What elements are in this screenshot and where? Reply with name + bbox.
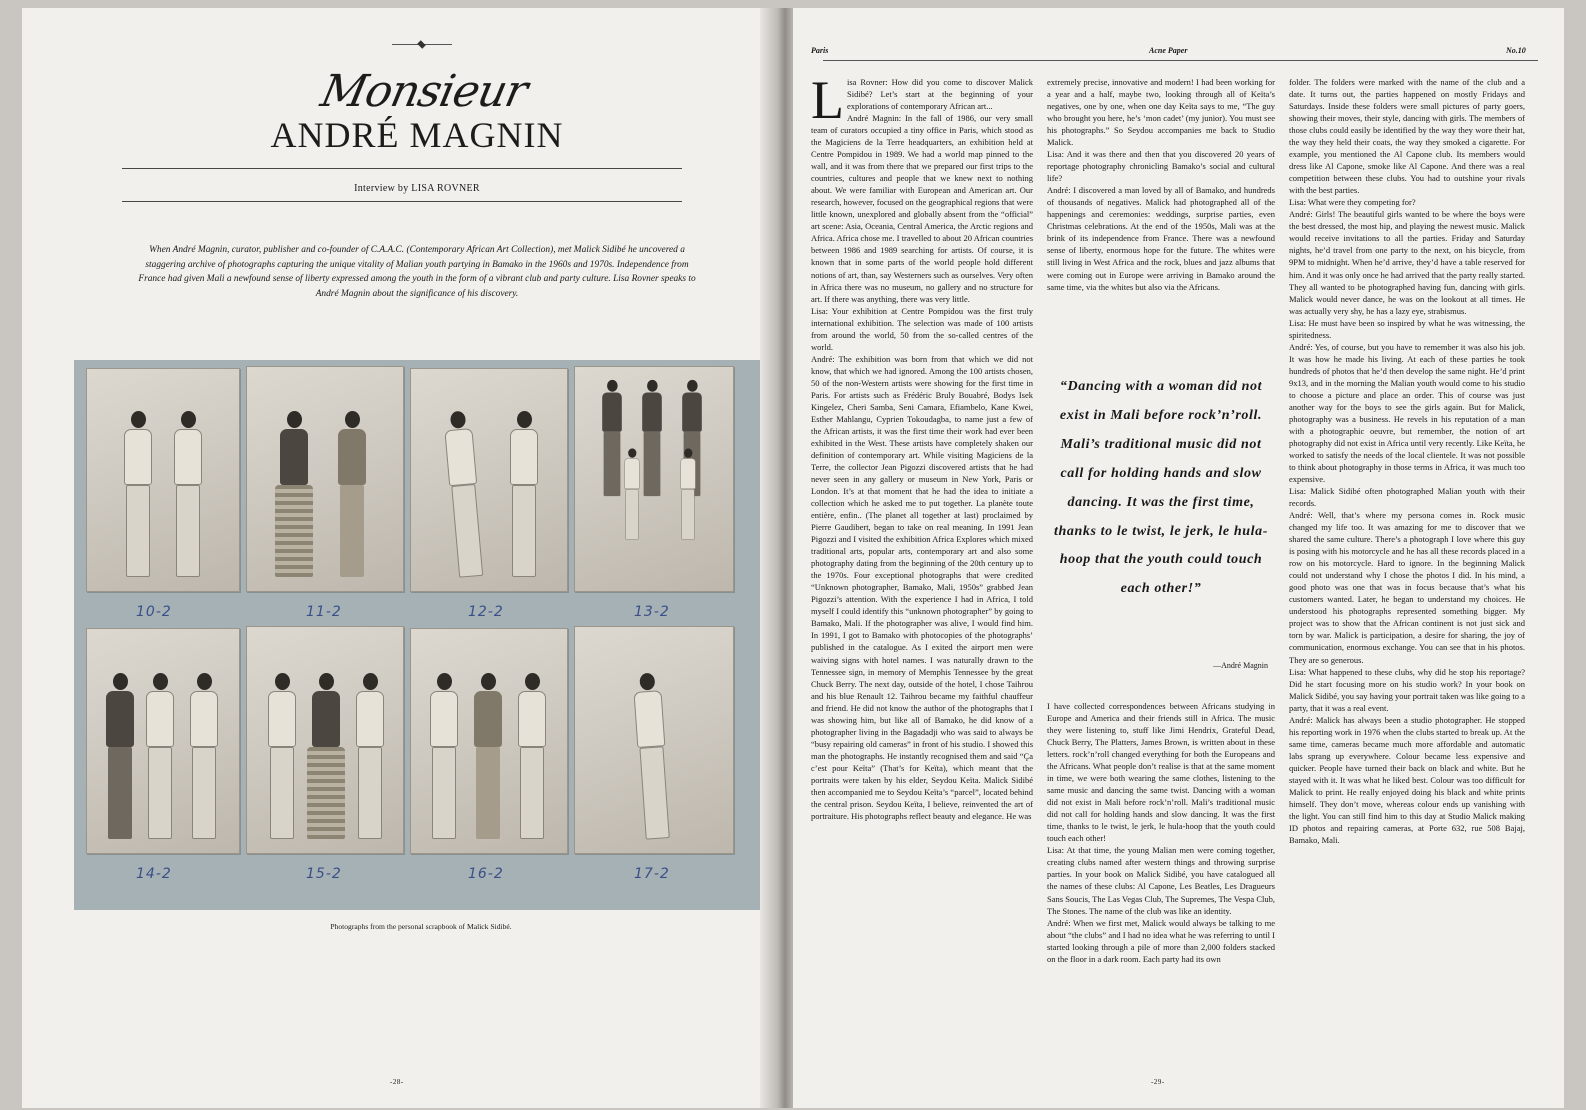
paragraph: Lisa: He must have been so inspired by what he was witnessing, the spiritedness.: [1289, 317, 1525, 340]
pull-quote-attribution: —André Magnin: [1213, 661, 1268, 670]
photo-4: [574, 366, 734, 592]
title-name: ANDRÉ MAGNIN: [270, 115, 564, 155]
photo-label-2: 11-2: [306, 604, 342, 620]
photo-label-3: 12-2: [468, 604, 504, 620]
right-page: [793, 8, 1564, 1108]
paragraph: Lisa Rovner: How did you come to discover Malick Sidibé? Let’s start at the beginning of your explorations of contemporary African art...: [811, 70, 1033, 130]
column-2-top: [1047, 76, 1275, 293]
photo-5: [86, 628, 240, 854]
photo-7: [410, 628, 568, 854]
photo-label-1: 10-2: [136, 604, 172, 620]
photo-6: [246, 626, 404, 854]
column-1: [811, 70, 1033, 822]
paragraph: Lisa: What were they competing for?: [1289, 197, 1416, 208]
column-2-bottom: [1047, 700, 1275, 965]
photo-caption: Photographs from the personal scrapbook of Malick Sidibé.: [330, 922, 512, 931]
photo-label-6: 15-2: [306, 866, 342, 882]
byline: Interview by LISA ROVNER: [354, 183, 480, 194]
paragraph: André Magnin: In the fall of 1986, our very small team of curators occupied a tiny office in Paris, which stood as the Magiciens de la Terre headquarters, an exhibition held at Centre Pompidou in 1989. We had a world map pinned to the wall, and it was from there that we prepared our first trips to the countries, cultures and people that we knew next to nothing about. We were familiar with European and American art. Our research, however, focused on the geographical regions that were little known, unexplored and globally absent from the “official” art scene: Asia, Oceania, Central America, the Arctic regions and Africa. Africa chose me. I travelled to about 20 African countries between 1986 and 1989 searching for artists. Of course, it is known that in some parts of the world people hold different notions of art, than, say Westerners such as ourselves. Very often in Africa there was no museum, no gallery and no structure for art. If there was anything, there was very little.: [811, 113, 1033, 304]
photo-label-8: 17-2: [634, 866, 670, 882]
column-3: [1289, 76, 1525, 846]
photo-8: [574, 626, 734, 854]
rule-bottom: [122, 201, 682, 202]
title-script: Monsieur: [316, 66, 532, 117]
paragraph: Lisa: What happened to these clubs, why did he stop his reportage? Did he start focusing more on his studio work? In your book on Malick Sidibé, you say having your portrait taken was like going to a party, that it was a real event.: [1289, 666, 1525, 713]
pull-quote: “Dancing with a woman did not exist in Mali before rock’n’roll. Mali’s traditional music did not call for holding hands and slow dancing. It was the first time, thanks to le twist, le jerk, le hula-hoop that the youth could touch each other!”: [1054, 379, 1268, 597]
paragraph: Lisa: And it was there and then that you discovered 20 years of reportage photography chronicling Bamako’s social and cultural life?: [1047, 149, 1275, 184]
running-head-rule: [823, 60, 1538, 61]
intro-text: When André Magnin, curator, publisher and co-founder of C.A.A.C. (Contemporary African Art Collection), met Malick Sidibé he uncovered a staggering archive of photographs capturing the unique vitality of Malian youth partying in Bamako in the 1960s and 1970s. Independence from France had given Mali a newfound sense of liberty expressed among the youth in the form of a vibrant club and party culture. Lisa Rovner speaks to André Magnin about the significance of his discovery.: [138, 245, 696, 299]
photo-1: [86, 368, 240, 592]
running-head-left: Paris: [811, 46, 829, 55]
paragraph: André: When we first met, Malick would always be talking to me about “the clubs” and I had no idea what he was referring to until I started looking through a pile of more than 2,000 folders stacked on the floor in a dark room. Each party had its own: [1047, 917, 1275, 964]
paragraph: André: Girls! The beautiful girls wanted to be where the boys were the best dressed, the most hip, and playing the newest music. Malick would receive invitations to all the parties. Friday and Saturday nights, he’d travel from one party to the next, on his bicycle, from 9PM to midnight. When he’d arrive, they’d have a table reserved for him. And it was only once he had arrived that the party really started. They all wanted to be photographed having fun, dancing with girls. Malick would never dance, he was on the lookout at all times. He was actually very shy, he has a lazy eye, strabismus.: [1289, 209, 1525, 316]
paragraph: Lisa: Malick Sidibé often photographed Malian youth with their records.: [1289, 486, 1525, 509]
photo-2: [246, 366, 404, 592]
photo-label-4: 13-2: [634, 604, 670, 620]
title-ornament: [392, 42, 452, 48]
left-page: [22, 8, 779, 1108]
running-head-center: Acne Paper: [1149, 46, 1188, 55]
photo-label-7: 16-2: [468, 866, 504, 882]
running-head-right: No.10: [1506, 46, 1526, 55]
drop-cap: L: [811, 70, 844, 130]
page-number-right: -29-: [1151, 1078, 1165, 1086]
scrapbook-image: [74, 360, 768, 910]
paragraph: I have collected correspondences between Africans studying in Europe and America and their friends still in Africa. The music they were listening to, stuff like Jimi Hendrix, Grateful Dead, Chuck Berry, The Platters, James Brown, is written about in these letters. rock’n’roll changed everything for both the Europeans and the Africans. What people don’t realise is that at the same moment in time, we were both wearing the same clothes, listening to the same music and dancing the same twist. Dancing with a woman did not exist in Mali before rock’n’roll. Mali’s traditional music did not call for holding hands and slow dancing. It was the first time, thanks to le twist, le jerk, le hula-hoop that the youth could touch each other!: [1047, 701, 1275, 844]
rule-top: [122, 168, 682, 169]
paragraph: André: Yes, of course, but you have to remember it was also his job. It was how he made his living. At each of these parties he took hundreds of photos that he’d then develop the same night. He’d print 9x13, and in the morning the Malian youth would come to his studio to choose a picture and place an order. This of course was just another way for the boys to see the girls again. But for Malick, photography was a business. He revels in his reputation of a man with a photographic oeuvre, but remember, the notion of art photography did not exist in Africa until very recently. Like Keïta, he worked to satisfy the needs of the local clientele. It was not possible to think about photography in those terms in Africa, it was much too expensive.: [1289, 341, 1525, 485]
paragraph: André: The exhibition was born from that which we did not know, that which we had ignored. Among the 100 artists chosen, 50 of the non-Western artists were showing for the first time in Paris. For artists such as Frédéric Bruly Bouabré, Bodys Isek Kingelez, Cheri Samba, Seni Camara, Efiambelo, Kane Kwei, Esther Mahlangu, Cyprien Tokoudagba, to name just a few of the African artists, it was the first time their work had ever been exhibited in the West. These artists have completely shaken our definition of contemporary art. While visiting Magiciens de la Terre, the collector Jean Pigozzi discovered artists that he had never seen in any gallery or museum in New York, Paris or London. It’s at that moment that he had the idea to initiate a collection which he asked me to put together. La planète toute entière, enfin.. (The planet all together at last) proclaimed by Pierre Gaudibert, began to take on real meaning. In 1991 Jean Pigozzi and I visited the exhibition Africa Explores which mixed traditional arts, popular arts, contemporary art and also some photography dating from the beginning of the 20th century up to the 1970s. Four exceptional photographs that were credited “Unknown photographer, Bamako, Mali, 1950s” grabbed Jean Pigozzi’s attention. With the experience I had in Africa, I told myself I could identify this “unknown photographer” by going to Bamako, Mali. If the photographer was alive, I would find him. In 1991, I got to Bamako with photocopies of the photographs’ published in the catalogue. As I exited the airport men were waiving signs with hotel names. I was naturally drawn to the Tennessee sign, in memory of Memphis Tennessee by the great Chuck Berry. The next day, outside of the hotel, I chose Taihrou and his blue Renault 12. Taihrou became my faithful chauffeur and friend. He did not know the author of the photographs that I was showing him, but like all of Bamako, he did know of a photographer living in the Bagadadji who was said to always be “busy repairing old cameras” in front of his studio. I showed this man the photographs. He instantly recognised them and said “Ça c’est pour Keïta” (That’s for Keïta), which meant that the portraits were taken by his elder, Seydou Keïta. Malick Sidibé then accompanied me to Seydou Keïta’s “parcel”, located behind the central prison. Seydou Keïta, I believe, reinvented the art of portraiture. His photographs reflect beauty and elegance. He was: [811, 353, 1033, 821]
photo-label-5: 14-2: [136, 866, 172, 882]
page-number-left: -28-: [390, 1078, 404, 1086]
paragraph: Lisa: Your exhibition at Centre Pompidou was the first truly international exhibition. The selection was made of 100 artists from around the world, 50 from the so-called centres of the world.: [811, 305, 1033, 352]
paragraph: Lisa: At that time, the young Malian men were coming together, creating clubs named after western things and throwing surprise parties. In your book on Malick Sidibé, you have catalogued all the names of these clubs: Al Capone, Les Beatles, Les Dragueurs Sans Soucis, The Las Vegas Club, The Supremes, The Vespa Club, The Stones. The name of the club was like an identity.: [1047, 845, 1275, 916]
paragraph: André: Well, that’s where my persona comes in. Rock music changed my life too. It was amazing for me to discover that we shared the same culture. There’s a photograph I love where this guy is posing with his motorcycle and he has all these records placed in a row on his motorcycle. Hard to ignore. In the beginning Malick could not understand why I chose the photos I did. In his mind, a good photo was one that was in focus because that’s what his customers wanted. Later, he began to understand my choices. He understood his photographs represented something bigger. My project was to show that the African continent is not just sick and torn by war. Malick is participation, a desire for sharing, the joy of communication, enormous exchange. You can see that in his photos. They are so generous.: [1289, 510, 1525, 665]
paragraph: folder. The folders were marked with the name of the club and a date. It turns out, the parties happened on mostly Fridays and Saturdays. Inside these folders were small pictures of party goers, showing their moves, their style, dancing with girls. The members of those clubs could easily be identified by the way they wore their hat, the way they held their coats, the way they smoked a cigarette. For example, you mentioned the Al Capone club. Its members would dress like Al Capone, smoke like Al Capone. And there was a real competition between these clubs. You had to outshine your rivals with the best parties.: [1289, 77, 1525, 196]
paragraph: extremely precise, innovative and modern! I had been working for a year and a half, maybe two, looking through all of Keïta’s negatives, one by one, when one day Keïta says to me, “The guy who brought you here, he’s ‘mon cadet’ (my junior). You must see his photographs.” So Seydou accompanies me back to Studio Malick.: [1047, 77, 1275, 148]
paragraph: André: Malick has always been a studio photographer. He stopped his reporting work in 1976 when the clubs started to break up. At the same time, cameras became much more affordable and automatic labs sprang up everywhere. Colour became less expensive and quicker. People have turned their back on black and white. But he stayed with it. It was what he liked best. Colour was too difficult for Malick to print. He really enjoyed doing his black and white prints himself. They don’t move, whereas colour ends up vanishing with the light. You can still find him to this day at Studio Malick making ID photos and repairing cameras, at Porte 632, rue 508 Bajaj, Bamako, Mali.: [1289, 714, 1525, 845]
photo-3: [410, 368, 568, 592]
paragraph: André: I discovered a man loved by all of Bamako, and hundreds of thousands of negatives. Malick had photographed all of the happenings and ceremonies: weddings, surprise parties, even Christmas celebrations. At the end of the 1950s, Mali was at the brink of its independence from France. There was a newfound sense of liberty, enormous hope for the future. The whites were still living in West Africa and the rock, blues and jazz albums that were coming out in Europe were arriving in Bamako around the same time, via the whites but also via the Africans.: [1047, 185, 1275, 292]
